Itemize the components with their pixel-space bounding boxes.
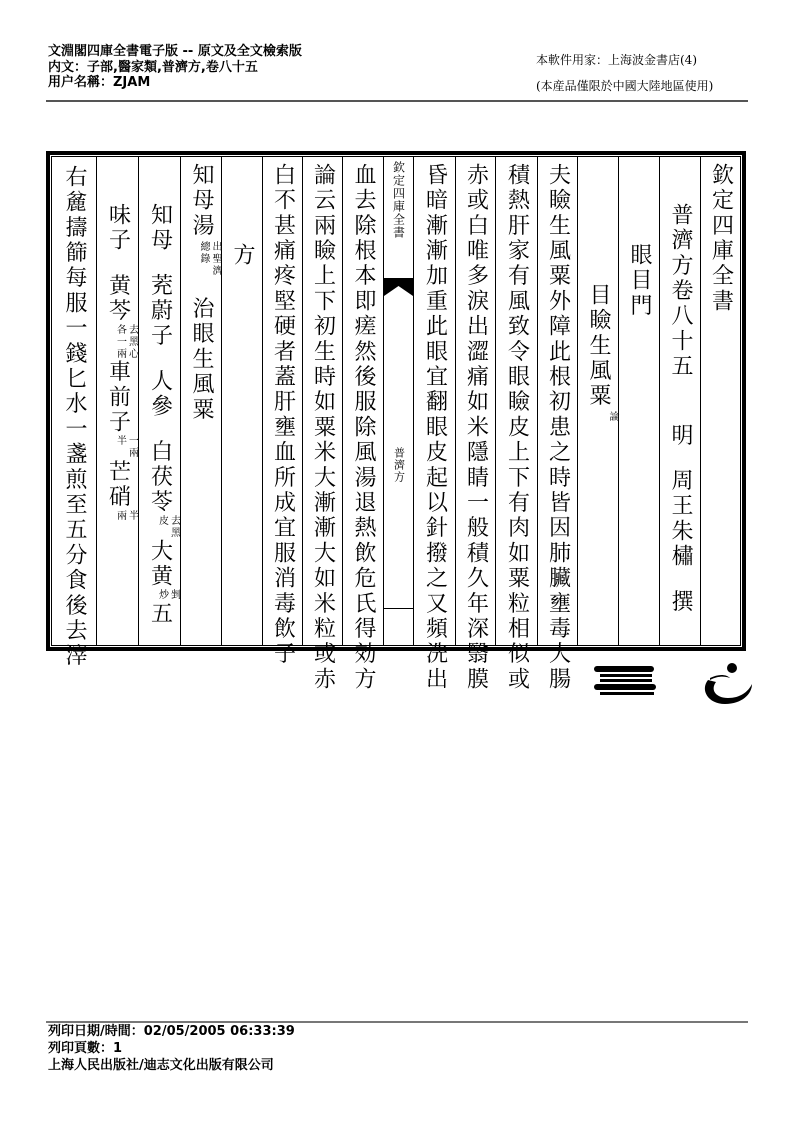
ingredient-note: 各一兩 [114, 323, 126, 360]
ingredients-line [140, 203, 180, 627]
column-text-1 [537, 157, 577, 693]
body-text: 夫瞼生風粟外障此根初患之時皆因肺臟壅毒大腸 [545, 163, 571, 693]
column-ingredients-2 [96, 157, 138, 645]
header-divider [46, 100, 748, 102]
column-text-7 [262, 157, 302, 667]
license-region: (本産品僅限於中國大陸地區使用) [536, 79, 714, 93]
dosage-instructions: 右麄擣篩每服一錢匕水一盞煎至五分食後去滓 [62, 165, 87, 669]
compiled-by: 撰 [668, 589, 693, 615]
text-columns [52, 157, 740, 693]
ingredient-note: 去黑心 [126, 323, 138, 360]
header-left [48, 44, 302, 91]
ingredient-note: 半 [126, 509, 138, 522]
ingredient-note: 半 [114, 435, 126, 448]
page-frame-inner [51, 156, 741, 693]
publisher-logos [590, 650, 760, 710]
ingredient-note: 兩 [114, 509, 126, 522]
ingredient-note: 一兩 [126, 435, 138, 460]
ingredient: 芒硝 [105, 459, 131, 510]
recipe-indication: 治眼生風粟 [189, 296, 214, 423]
center-bottom-rule [384, 608, 413, 609]
column-ingredients-1 [138, 157, 180, 645]
ingredient-note: 去黑 [168, 515, 180, 540]
ingredient: 黄芩 [105, 273, 131, 324]
chapter-title: 普濟方卷八十五 [668, 203, 693, 380]
center-fold-strip [383, 157, 413, 645]
publisher: 上海人民出版社/迪志文化出版有限公司 [48, 1058, 274, 1073]
column-book-title [700, 157, 740, 645]
dynasty: 明 [668, 423, 693, 449]
recipe-source-note: 總錄 [198, 240, 209, 265]
header-right [536, 47, 713, 99]
page-frame [46, 151, 746, 693]
chapter-line [660, 203, 700, 615]
body-text: 積熱肝家有風致令眼瞼皮上下有肉如粟粒相似或 [504, 163, 530, 693]
ingredient-note: 剉 [168, 589, 180, 602]
section-title: 眼目門 [627, 243, 652, 319]
author: 周王朱橚 [668, 468, 693, 570]
ingredient-note: 皮 [156, 515, 168, 528]
body-text: 血去除根本即瘥然後服除風湯退熱飲危氏得効方 [351, 163, 376, 693]
center-book-title: 欽定四庫全書 [391, 161, 406, 239]
subsection-title: 目瞼生風粟 [586, 283, 611, 409]
book-title: 欽定四庫全書 [708, 163, 734, 315]
column-chapter-title [659, 157, 700, 645]
ingredient: 白茯苓 [147, 439, 173, 516]
column-text-2 [495, 157, 537, 693]
column-dosage [52, 157, 96, 669]
print-datetime: 列印日期/時間：02/05/2005 06:33:39 [48, 1024, 295, 1039]
ingredient: 茺蔚子 [147, 273, 173, 350]
note-lun: 論 [607, 411, 618, 423]
column-fang [221, 157, 262, 645]
fish-tail-mark [384, 278, 413, 296]
ingredient: 人參 [147, 369, 173, 420]
body-text: 昏暗漸漸加重此眼宜翻眼皮起以針撥之又頻洗出 [422, 163, 448, 693]
column-subsection [577, 157, 618, 645]
fang-heading: 方 [230, 243, 255, 269]
column-text-3 [455, 157, 495, 693]
recipe-title-line [181, 163, 221, 423]
app-title: 文淵閣四庫全書電子版 -- 原文及全文檢索版 [48, 44, 302, 59]
body-text: 論云兩瞼上下初生時如粟米大漸漸大如米粒或赤 [310, 163, 336, 693]
print-page-count: 列印頁數：1 [48, 1041, 123, 1056]
recipe-name: 知母湯 [189, 163, 214, 239]
books-logo-icon [590, 650, 760, 710]
user-name: 用户名稱：ZJAM [48, 75, 151, 90]
ingredient: 大黄 [147, 539, 173, 590]
column-text-4 [413, 157, 455, 693]
ingredient: 五 [147, 601, 173, 627]
column-text-6 [302, 157, 342, 693]
recipe-source-note: 出聖濟 [210, 240, 221, 277]
ingredient: 車前子 [105, 359, 131, 436]
column-section [618, 157, 659, 645]
body-text: 赤或白唯多淚出澀痛如米隱睛一般積久年深翳膜 [463, 163, 489, 693]
center-subtitle: 普濟方 [392, 447, 406, 483]
ingredient: 味子 [105, 203, 131, 254]
ingredient-note: 炒 [156, 589, 168, 602]
footer [48, 1023, 295, 1074]
column-text-5 [342, 157, 383, 693]
subsection-line [578, 283, 618, 423]
body-text: 白不甚痛疼堅硬者蓋肝壅血所成宜服消毒飲子 [270, 163, 296, 667]
ingredient: 知母 [147, 203, 173, 254]
ingredients-line [98, 203, 138, 522]
calligraphy-logo-icon [705, 663, 752, 704]
license-holder: 本軟件用家：上海波金書店(4) [536, 53, 697, 67]
content-path: 内文：子部,醫家類,普濟方,卷八十五 [48, 59, 258, 75]
center-title-box [384, 157, 413, 279]
column-recipe-title [180, 157, 221, 645]
